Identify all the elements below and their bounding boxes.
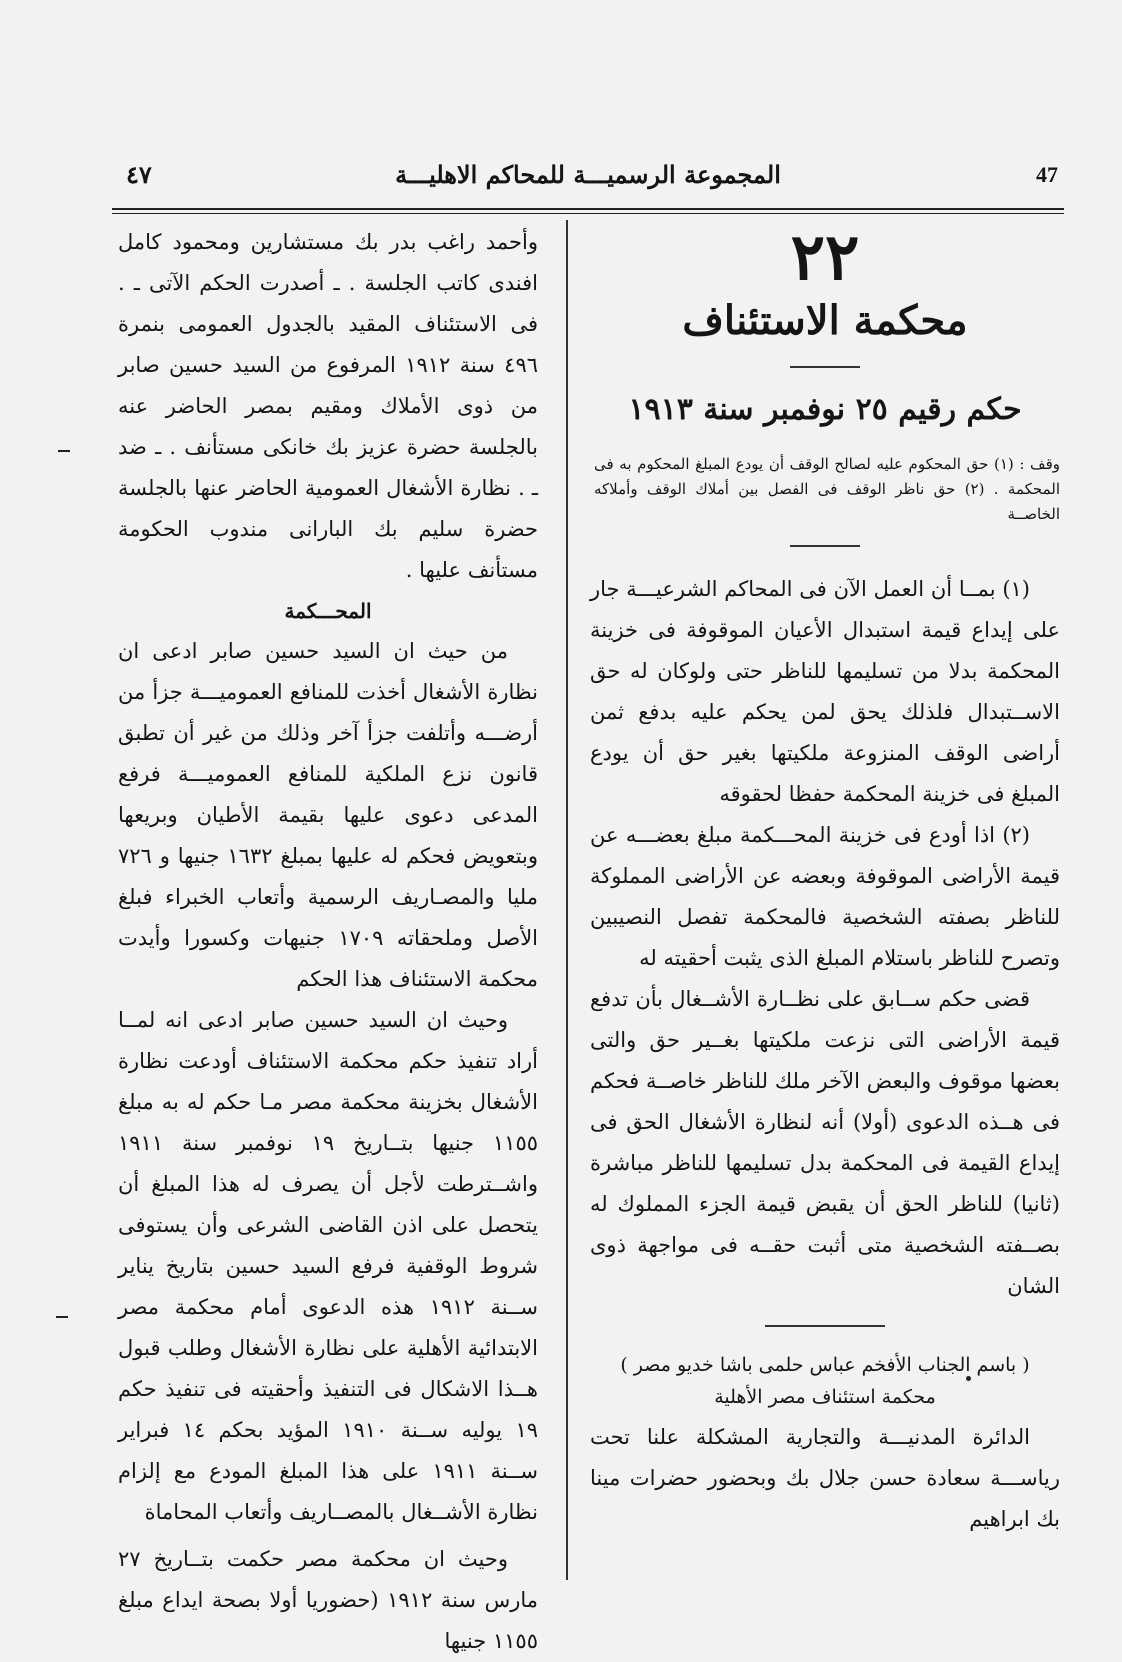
header-rule-thin bbox=[112, 213, 1064, 214]
court-name: محكمة استئناف مصر الأهلية bbox=[714, 1386, 936, 1408]
section-rule bbox=[790, 366, 860, 368]
header-rule bbox=[112, 208, 1064, 210]
court-title: محكمة الاستئناف bbox=[682, 297, 968, 344]
ink-speck bbox=[966, 1376, 971, 1381]
case-number: ٢٢ bbox=[790, 220, 860, 295]
left-column bbox=[118, 222, 538, 1662]
section-rule bbox=[765, 1325, 885, 1327]
section-rule bbox=[790, 545, 860, 547]
principle-1: (١) بمــا أن العمل الآن فى المحاكم الشرعيـــة جار على إيداع قيمة استبدال الأعيان الموقوفة فى خزينة المحكمة بدلا من تسليمها للناظر حتى ولوكان له حق الاســتبدال فلذلك يحق لمن يحكم عليه بدفع ثمن أراضى الوقف المنزوعة ملكيتها بغير حق أن يودع المبلغ فى خزينة المحكمة حفظا لحقوقه bbox=[590, 577, 1060, 806]
ruling-summary: قضى حكم ســابق على نظــارة الأشــغال بأن تدفع قيمة الأراضى التى نزعت ملكيتها بغــير حق والتى بعضها موقوف والبعض الآخر ملك للناظر خاصــة فحكم فى هــذه الدعوى (أولا) أنه لنظارة الأشغال الحق فى إيداع القيمة فى المحكمة بدل تسليمها للناظر مباشرة (ثانيا) للناظر الحق أن يقبض قيمة الجزء المملوك له بصــفته الشخصية متى أثبت حقــه فى مواجهة ذوى الشان bbox=[590, 987, 1060, 1298]
page-number-latin: 47 bbox=[1036, 162, 1058, 187]
session-composition: الدائرة المدنيـــة والتجارية المشكلة علنا تحت رياســـة سعادة حسن جلال بك وبحضور حضرات مينا بك ابراهيم bbox=[590, 1425, 1060, 1531]
publication-title: المجموعة الرسميـــة للمحاكم الاهليـــة bbox=[395, 160, 781, 189]
reasoning-paragraph-1: من حيث ان السيد حسين صابر ادعى ان نظارة الأشغال أخذت للمنافع العموميـــة جزأ من أرضـــه وأتلفت جزأ آخر وذلك من غير أن تطبق قانون نزع الملكية للمنافع العموميـــة فرفع المدعى دعوى عليها بقيمة الأطيان وبريعها وبتعويض فحكم له عليها بمبلغ ١٦٣٢ جنيها و ٧٢٦ مليا والمصـاريف الرسمية وأتعاب الخبراء فبلغ الأصل وملحقاته ١٧٠٩ جنيهات وكسورا وأيدت محكمة الاستئناف هذا الحكم bbox=[118, 639, 539, 991]
reasoning-paragraph-2: وحيث ان السيد حسين صابر ادعى انه لمــا أراد تنفيذ حكم محكمة الاستئناف أودعت نظارة الأشغال بخزينة محكمة مصر مـا حكم له به مبلغ ١١٥٥ جنيها بتــاريخ ١٩ نوفمبر سنة ١٩١١ واشــترطت لأجل أن يصرف له هذا المبلغ أن يتحصل على اذن القاضى الشرعى وأن يستوفى شروط الوقفية فرفع السيد حسين بتاريخ يناير ســنة ١٩١٢ هذه الدعوى أمام محكمة مصر الابتدائية الأهلية على نظارة الأشغال وطلب قبول هــذا الاشكال فى التنفيذ وأحقيته فى تنفيذ حكم ١٩ يوليه ســنة ١٩١٠ المؤيد بحكم ١٤ فبراير ســنة ١٩١١ على هذا المبلغ المودع مع إلزام نظارة الأشــغال بالمصــاريف وأتعاب المحاماة bbox=[118, 1008, 539, 1524]
column-divider bbox=[566, 220, 568, 1580]
page-number-arabic: ٤٧ bbox=[126, 160, 152, 189]
session-composition-cont: وأحمد راغب بدر بك مستشارين ومحمود كامل افندى كاتب الجلسة . ـ أصدرت الحكم الآتى ـ . فى الاستئناف المقيد بالجدول العمومى بنمرة ٤٩٦ سنة ١٩١٢ المرفوع من السيد حسين صابر من ذوى الأملاك ومقيم بمصر الحاضر عنه بالجلسة حضرة عزيز بك خانكى مستأنف . ـ ضد ـ . نظارة الأشغال العمومية الحاضر عنها بالجلسة حضرة سليم بك البارانى مندوب الحكومة مستأنف عليها . bbox=[118, 230, 539, 582]
reasoning-paragraph-3: وحيث ان محكمة مصر حكمت بتــاريخ ٢٧ مارس سنة ١٩١٢ (حضوريا أولا بصحة ايداع مبلغ ١١٥٥ جنيها bbox=[118, 1547, 538, 1653]
margin-mark bbox=[56, 1316, 68, 1318]
judgment-date: حكم رقيم ٢٥ نوفمبر سنة ١٩١٣ bbox=[628, 392, 1022, 427]
right-column bbox=[590, 222, 1060, 1540]
khedive-invocation: ( باسم الجناب الأفخم عباس حلمى باشا خديو مصر ) bbox=[620, 1354, 1030, 1376]
summary-keywords: وقف : (١) حق المحكوم عليه لصالح الوقف أن يودع المبلغ المحكوم به فى المحكمة . (٢) حق ناظر الوقف فى الفصل بين أملاك الوقف وأملاكه الخاصــة bbox=[594, 455, 1060, 523]
court-heading: المحـــكمة bbox=[284, 599, 372, 623]
page-header bbox=[118, 160, 1058, 200]
principle-2: (٢) اذا أودع فى خزينة المحـــكمة مبلغ بعضـــه عن قيمة الأراضى الموقوفة وبعضه عن الأراضى المملوكة للناظر بصفته الشخصية فالمحكمة تفصل النصيبين وتصرح للناظر باستلام المبلغ الذى يثبت أحقيته له bbox=[590, 823, 1060, 970]
margin-mark bbox=[58, 450, 70, 452]
